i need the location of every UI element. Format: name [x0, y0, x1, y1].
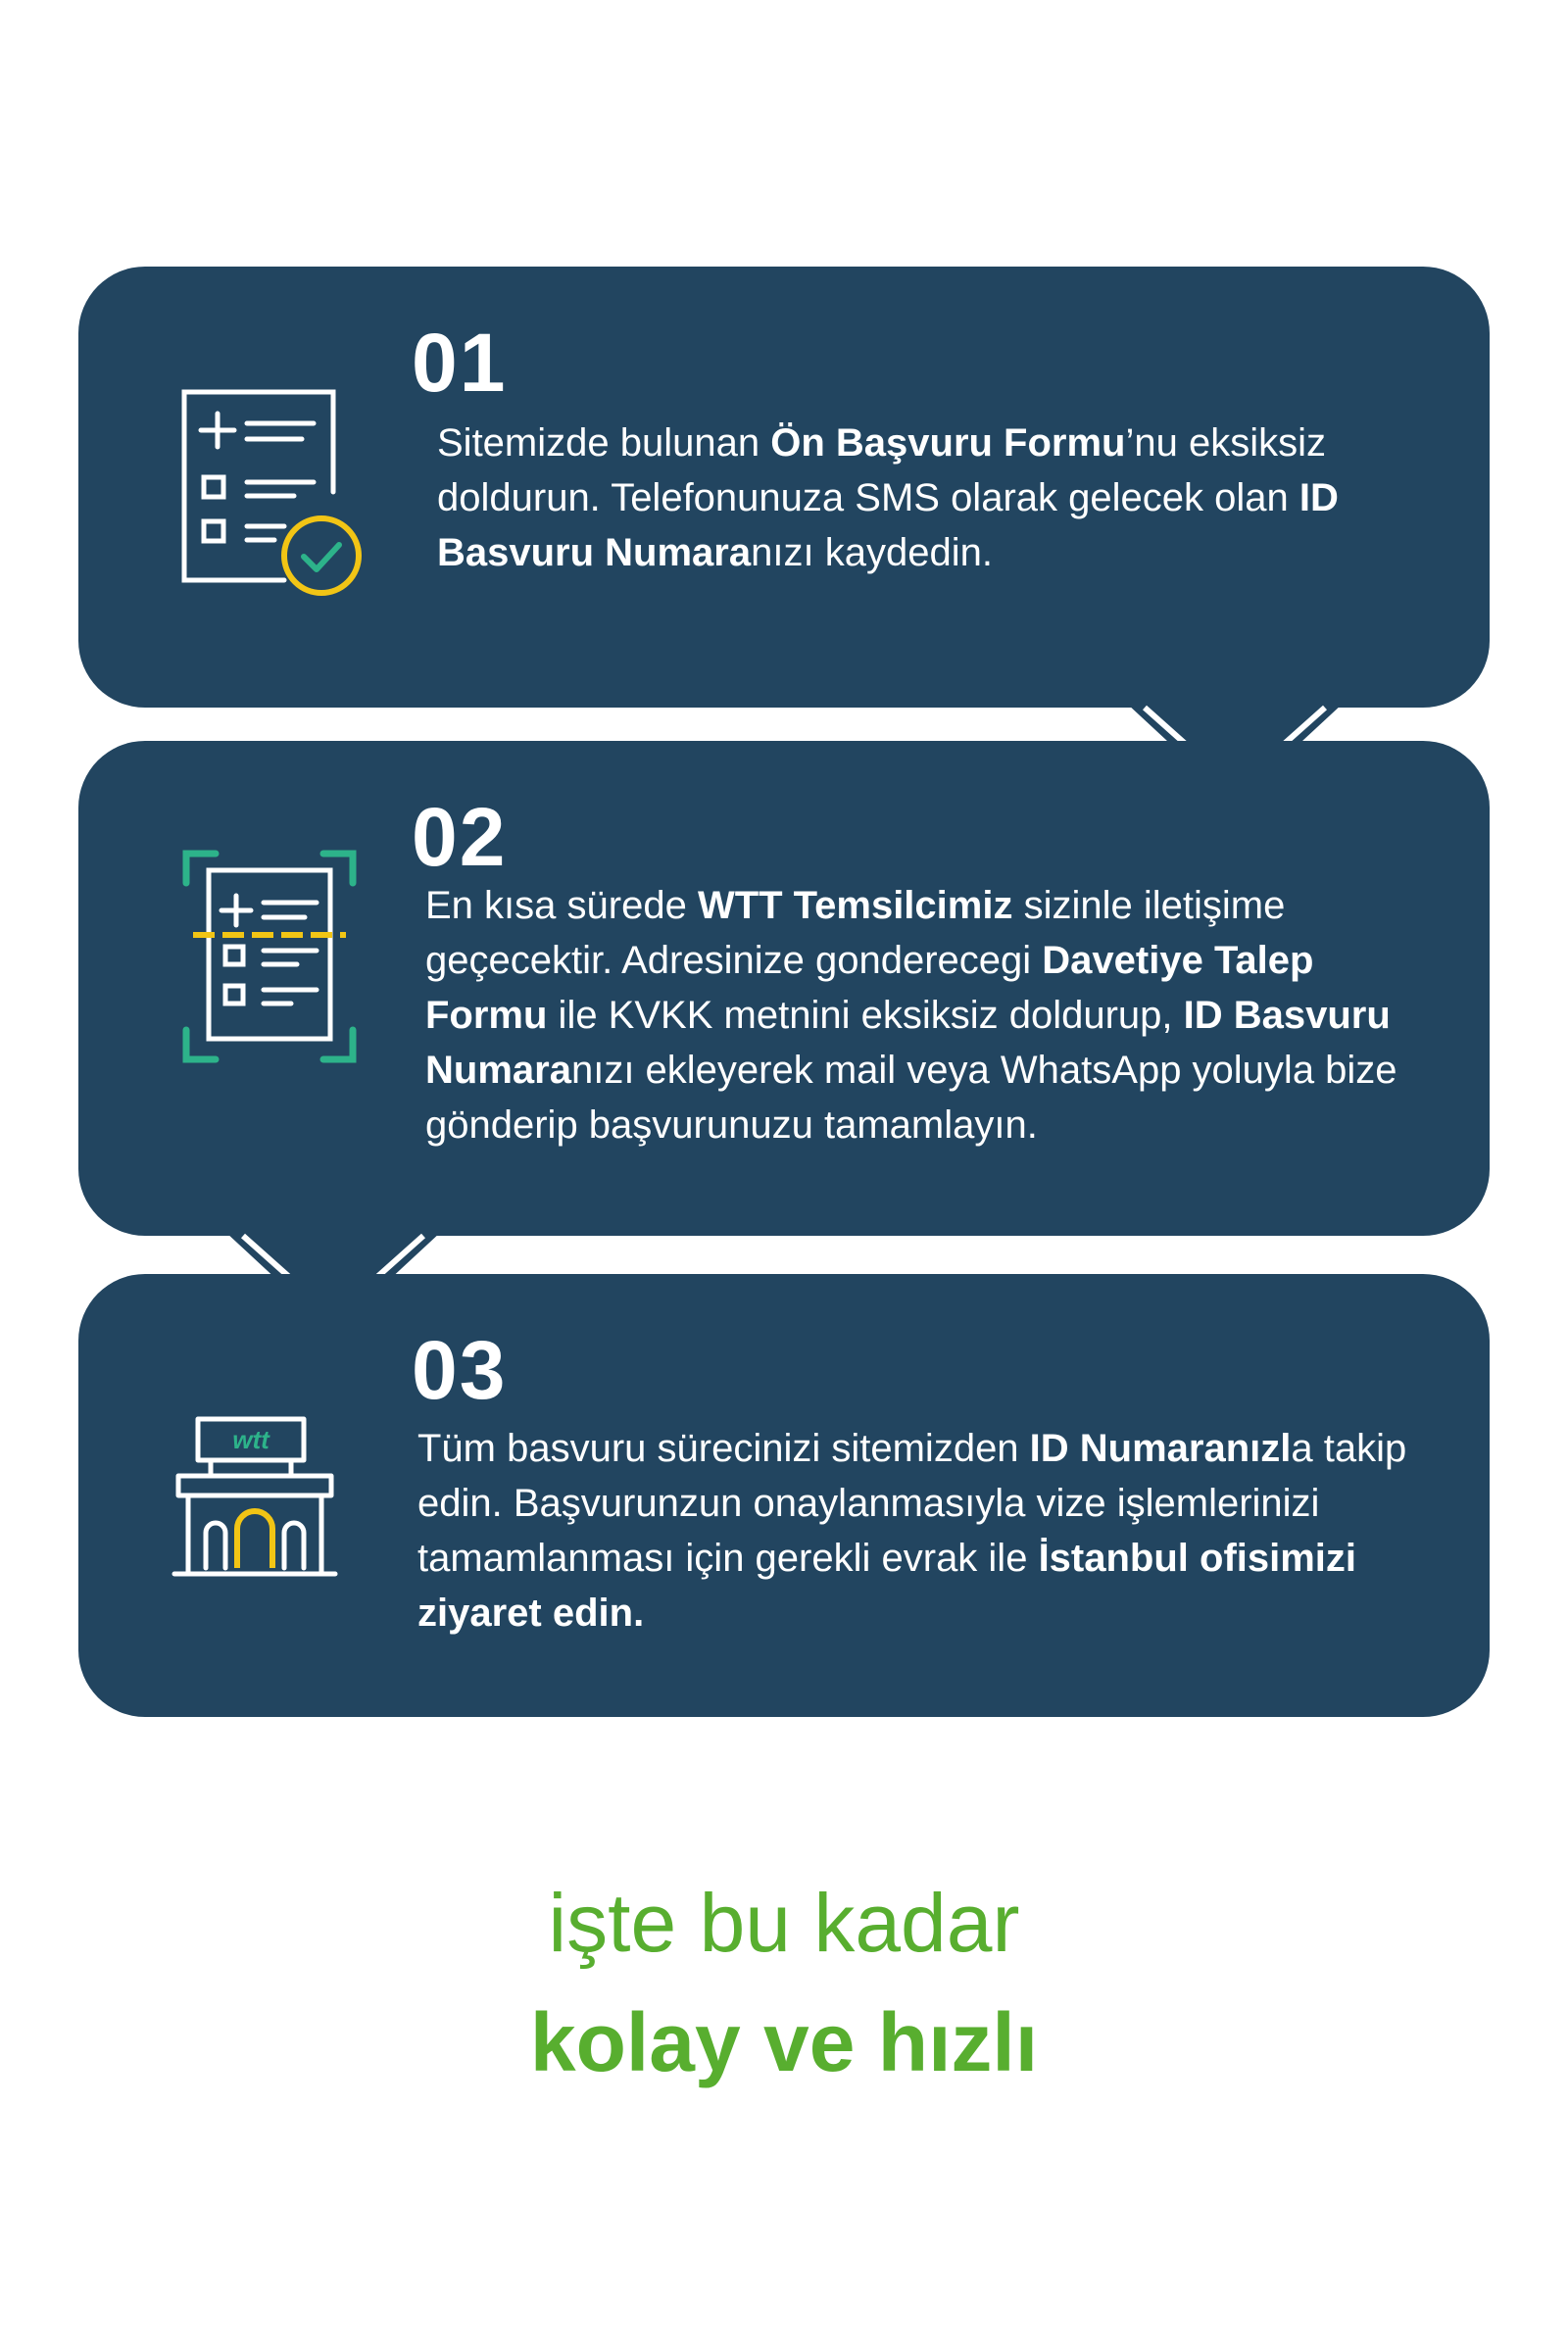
text-segment: nızı kaydedin. — [751, 531, 993, 574]
step-number-2: 02 — [412, 791, 508, 883]
step-card-2 — [78, 741, 1490, 1236]
text-segment: En kısa sürede — [425, 884, 698, 927]
step-card-3 — [78, 1274, 1490, 1717]
step-number-3: 03 — [412, 1324, 508, 1416]
bold-text: ID Numaranızl — [1029, 1427, 1292, 1470]
step-number-1: 01 — [412, 317, 508, 409]
slogan-line-1: işte bu kadar — [548, 1877, 1020, 1969]
text-segment: nızı ekleyerek mail veya WhatsApp yoluyla bize gönderip başvurunuzu tamamlayın. — [425, 1049, 1397, 1147]
document-scan-icon — [181, 849, 358, 1069]
office-building-icon — [167, 1411, 343, 1592]
text-segment: ile KVKK metnini eksiksiz doldurup, — [547, 994, 1184, 1037]
wtt-sign-logo: wtt — [232, 1425, 270, 1454]
step-text-1 — [437, 416, 1378, 580]
bold-text: Davetiye Talep Formu — [425, 939, 1314, 1037]
text-segment: ’nu eksiksiz doldurun. Telefonunuza SMS olarak gelecek olan — [437, 421, 1326, 519]
form-check-icon — [176, 384, 372, 614]
slogan-line-2: kolay ve hızlı — [529, 1996, 1039, 2088]
bold-text: ID Basvuru Numara — [437, 476, 1339, 574]
text-segment: Sitemizde bulunan — [437, 421, 771, 465]
step-text-2 — [425, 878, 1445, 1152]
bold-text: Ön Başvuru Formu — [770, 421, 1126, 465]
bold-text: ID Basvuru Numara — [425, 994, 1391, 1092]
step-card-1 — [78, 267, 1490, 708]
step-text-3 — [417, 1421, 1456, 1641]
bold-text: İstanbul ofisimizi ziyaret edin. — [417, 1537, 1357, 1635]
text-segment: Tüm basvuru sürecinizi sitemizden — [417, 1427, 1030, 1470]
text-segment: sizinle iletişime geçecektir. Adresinize gonderecegi — [425, 884, 1286, 982]
text-segment: a takip edin. Başvurunzun onaylanmasıyla vize işlemlerinizi tamamlanması için gerekli evrak ile — [417, 1427, 1407, 1580]
bold-text: WTT Temsilcimiz — [697, 884, 1013, 927]
